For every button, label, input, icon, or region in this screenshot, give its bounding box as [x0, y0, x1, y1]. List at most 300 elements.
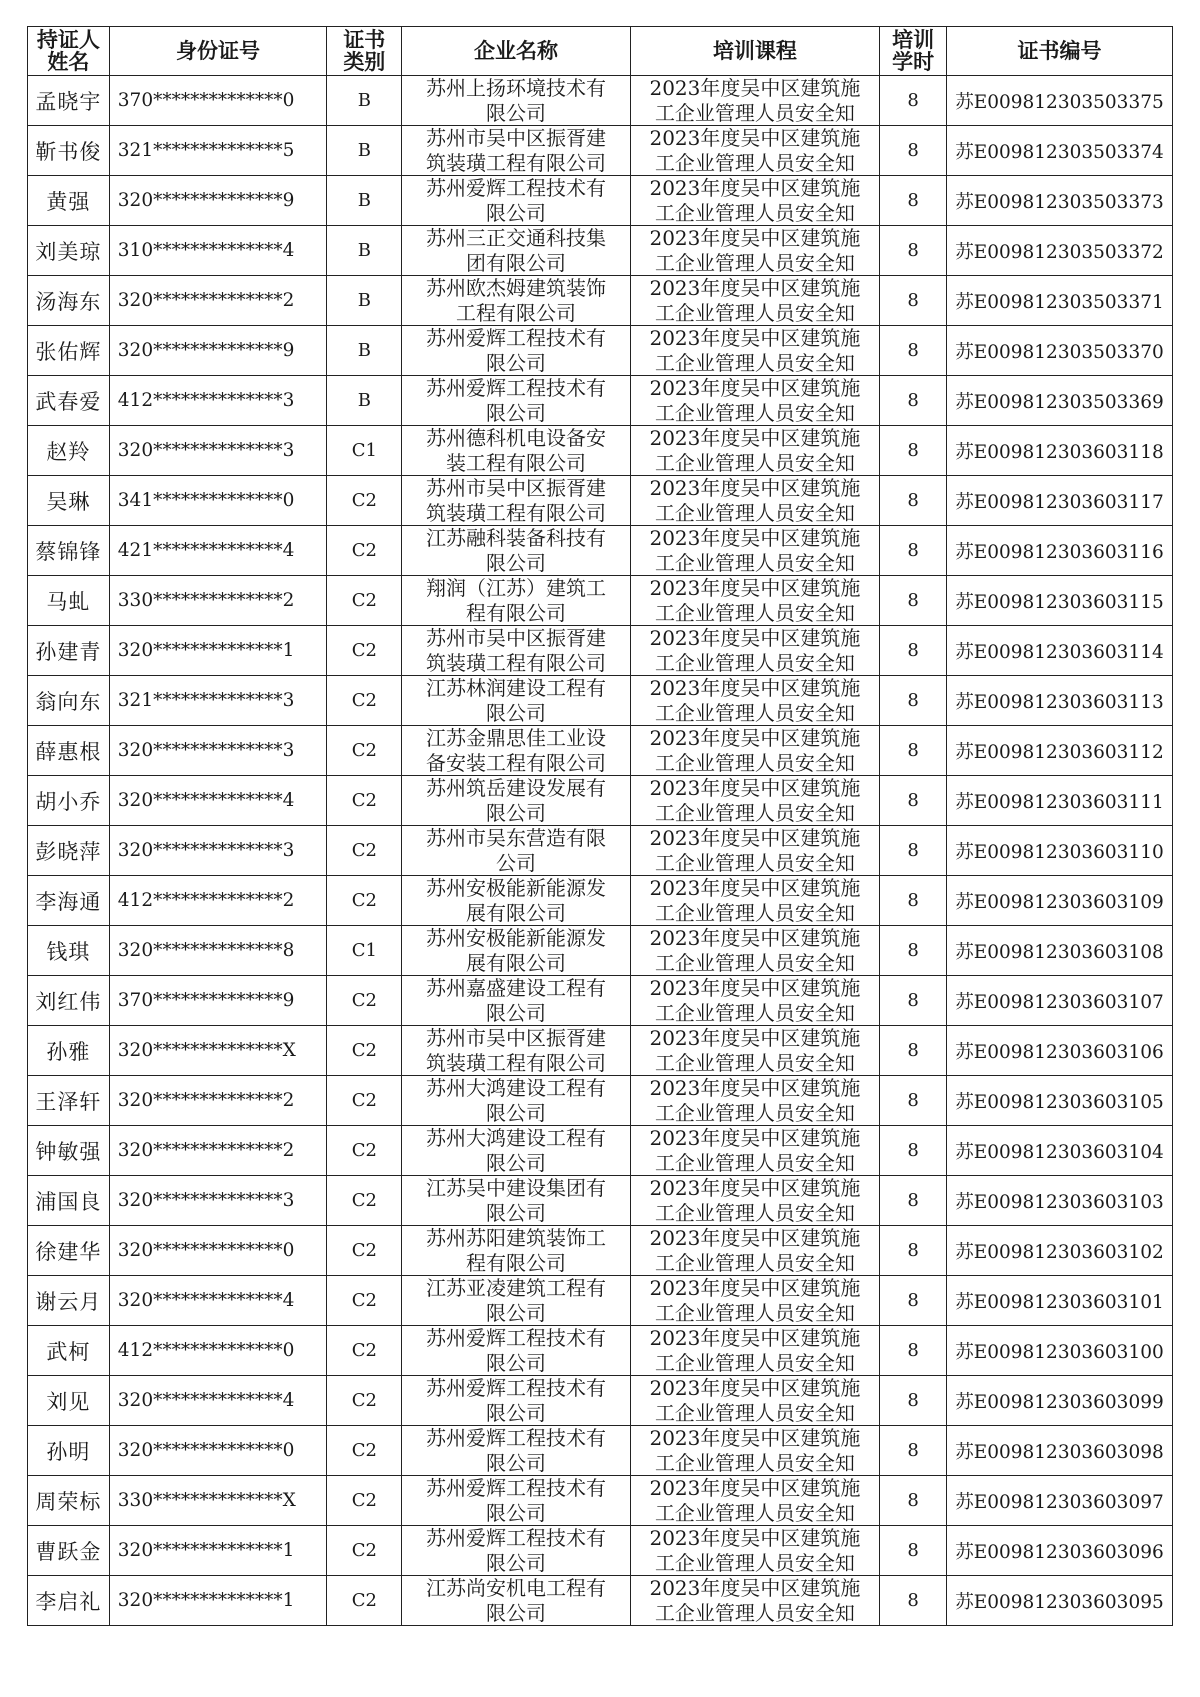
cert-category-cell: C2 [327, 1476, 402, 1526]
id-number-cell: 320**************3 [109, 726, 326, 776]
cert-category-cell: C2 [327, 1176, 402, 1226]
cert-category-cell: C2 [327, 726, 402, 776]
id-number-cell: 412**************3 [109, 376, 326, 426]
course-cell-text: 2023年度吴中区建筑施工企业管理人员安全知 [649, 76, 861, 125]
company-cell [402, 376, 630, 426]
company-cell-text: 苏州爱辉工程技术有限公司 [426, 1376, 607, 1425]
course-cell-text: 2023年度吴中区建筑施工企业管理人员安全知 [649, 726, 861, 775]
course-cell [630, 476, 880, 526]
cert-number-cell: 苏E009812303603098 [946, 1426, 1172, 1476]
cert-category-cell: C2 [327, 1126, 402, 1176]
company-cell-text: 江苏林润建设工程有限公司 [426, 676, 607, 725]
table-row [28, 726, 1173, 776]
hours-cell: 8 [880, 1476, 947, 1526]
cert-number-cell: 苏E009812303503374 [946, 126, 1172, 176]
course-cell [630, 1526, 880, 1576]
company-cell [402, 326, 630, 376]
cert-number-cell: 苏E009812303603095 [946, 1576, 1172, 1626]
company-cell [402, 526, 630, 576]
company-cell-text: 苏州爱辉工程技术有限公司 [426, 326, 607, 375]
cert-number-cell: 苏E009812303603115 [946, 576, 1172, 626]
course-cell [630, 926, 880, 976]
company-cell-text: 苏州市吴中区振胥建筑装璜工程有限公司 [426, 626, 607, 675]
table-row [28, 126, 1173, 176]
hours-cell: 8 [880, 1376, 947, 1426]
company-cell-text: 苏州爱辉工程技术有限公司 [426, 1326, 607, 1375]
company-cell-text: 苏州爱辉工程技术有限公司 [426, 1526, 607, 1575]
cert-category-cell: C2 [327, 1226, 402, 1276]
hours-cell: 8 [880, 1576, 947, 1626]
holder-name-cell: 武春爱 [28, 376, 110, 426]
company-cell-text: 苏州市吴中区振胥建筑装璜工程有限公司 [426, 126, 607, 175]
id-number-cell: 330**************2 [109, 576, 326, 626]
company-cell-text: 江苏吴中建设集团有限公司 [426, 1176, 607, 1225]
course-cell-text: 2023年度吴中区建筑施工企业管理人员安全知 [649, 826, 861, 875]
company-cell-text: 苏州爱辉工程技术有限公司 [426, 176, 607, 225]
hours-cell: 8 [880, 776, 947, 826]
holder-name-cell: 马虬 [28, 576, 110, 626]
header-company: 企业名称 [402, 27, 630, 76]
id-number-cell: 421**************4 [109, 526, 326, 576]
course-cell [630, 876, 880, 926]
table-row [28, 1226, 1173, 1276]
hours-cell: 8 [880, 1276, 947, 1326]
hours-cell: 8 [880, 1076, 947, 1126]
header-cert-category-line1: 证书 [343, 28, 386, 52]
course-cell [630, 1226, 880, 1276]
table-row [28, 426, 1173, 476]
cert-number-cell: 苏E009812303603096 [946, 1526, 1172, 1576]
hours-cell: 8 [880, 726, 947, 776]
holder-name-cell: 靳书俊 [28, 126, 110, 176]
id-number-cell: 320**************8 [109, 926, 326, 976]
id-number-cell: 320**************3 [109, 1176, 326, 1226]
cert-number-cell: 苏E009812303603107 [946, 976, 1172, 1026]
company-cell-text: 苏州市吴中区振胥建筑装璜工程有限公司 [426, 1026, 607, 1075]
course-cell-text: 2023年度吴中区建筑施工企业管理人员安全知 [649, 626, 861, 675]
holder-name-cell: 孙明 [28, 1426, 110, 1476]
holder-name-cell: 曹跃金 [28, 1526, 110, 1576]
cert-category-cell: B [327, 276, 402, 326]
cert-category-cell: C2 [327, 1526, 402, 1576]
course-cell-text: 2023年度吴中区建筑施工企业管理人员安全知 [649, 526, 861, 575]
course-cell-text: 2023年度吴中区建筑施工企业管理人员安全知 [649, 1576, 861, 1625]
id-number-cell: 320**************9 [109, 326, 326, 376]
cert-category-cell: C2 [327, 876, 402, 926]
holder-name-cell: 李海通 [28, 876, 110, 926]
company-cell-text: 苏州爱辉工程技术有限公司 [426, 1476, 607, 1525]
course-cell-text: 2023年度吴中区建筑施工企业管理人员安全知 [649, 376, 861, 425]
cert-number-cell: 苏E009812303603099 [946, 1376, 1172, 1426]
cert-category-cell: C1 [327, 426, 402, 476]
header-holder-name-line1: 持证人 [36, 28, 100, 52]
course-cell [630, 676, 880, 726]
cert-category-cell: C2 [327, 1576, 402, 1626]
company-cell [402, 176, 630, 226]
holder-name-cell: 孙建青 [28, 626, 110, 676]
course-cell [630, 1026, 880, 1076]
course-cell [630, 1326, 880, 1376]
company-cell-text: 苏州嘉盛建设工程有限公司 [426, 976, 607, 1025]
holder-name-cell: 孙雅 [28, 1026, 110, 1076]
holder-name-cell: 周荣标 [28, 1476, 110, 1526]
cert-number-cell: 苏E009812303603114 [946, 626, 1172, 676]
course-cell-text: 2023年度吴中区建筑施工企业管理人员安全知 [649, 1176, 861, 1225]
company-cell [402, 1526, 630, 1576]
company-cell [402, 1176, 630, 1226]
company-cell-text: 苏州安极能新能源发展有限公司 [426, 876, 607, 925]
course-cell [630, 626, 880, 676]
id-number-cell: 341**************0 [109, 476, 326, 526]
course-cell [630, 1126, 880, 1176]
course-cell-text: 2023年度吴中区建筑施工企业管理人员安全知 [649, 1026, 861, 1075]
course-cell-text: 2023年度吴中区建筑施工企业管理人员安全知 [649, 876, 861, 925]
course-cell-text: 2023年度吴中区建筑施工企业管理人员安全知 [649, 476, 861, 525]
cert-category-cell: C2 [327, 976, 402, 1026]
cert-category-cell: C2 [327, 826, 402, 876]
company-cell [402, 776, 630, 826]
company-cell-text: 江苏亚凌建筑工程有限公司 [426, 1276, 607, 1325]
course-cell [630, 526, 880, 576]
table-row [28, 1276, 1173, 1326]
table-row [28, 176, 1173, 226]
course-cell-text: 2023年度吴中区建筑施工企业管理人员安全知 [649, 326, 861, 375]
company-cell [402, 1426, 630, 1476]
id-number-cell: 320**************X [109, 1026, 326, 1076]
table-row [28, 1076, 1173, 1126]
course-cell [630, 126, 880, 176]
table-row [28, 676, 1173, 726]
company-cell-text: 苏州三正交通科技集团有限公司 [426, 226, 607, 275]
table-row [28, 1526, 1173, 1576]
holder-name-cell: 彭晓萍 [28, 826, 110, 876]
holder-name-cell: 刘美琼 [28, 226, 110, 276]
id-number-cell: 320**************2 [109, 1076, 326, 1126]
hours-cell: 8 [880, 626, 947, 676]
cert-number-cell: 苏E009812303603097 [946, 1476, 1172, 1526]
holder-name-cell: 刘红伟 [28, 976, 110, 1026]
id-number-cell: 370**************0 [109, 76, 326, 126]
company-cell [402, 1276, 630, 1326]
company-cell [402, 126, 630, 176]
holder-name-cell: 翁向东 [28, 676, 110, 726]
holder-name-cell: 钱琪 [28, 926, 110, 976]
hours-cell: 8 [880, 1326, 947, 1376]
company-cell [402, 926, 630, 976]
company-cell-text: 苏州市吴东营造有限公司 [426, 826, 607, 875]
id-number-cell: 320**************0 [109, 1226, 326, 1276]
company-cell-text: 苏州德科机电设备安装工程有限公司 [426, 426, 607, 475]
cert-category-cell: C2 [327, 1026, 402, 1076]
company-cell-text: 江苏尚安机电工程有限公司 [426, 1576, 607, 1625]
hours-cell: 8 [880, 376, 947, 426]
hours-cell: 8 [880, 1426, 947, 1476]
id-number-cell: 320**************3 [109, 826, 326, 876]
header-cert-category [327, 27, 402, 76]
course-cell [630, 1176, 880, 1226]
hours-cell: 8 [880, 876, 947, 926]
cert-category-cell: B [327, 76, 402, 126]
holder-name-cell: 汤海东 [28, 276, 110, 326]
company-cell-text: 苏州市吴中区振胥建筑装璜工程有限公司 [426, 476, 607, 525]
id-number-cell: 320**************4 [109, 776, 326, 826]
company-cell-text: 江苏融科装备科技有限公司 [426, 526, 607, 575]
course-cell [630, 76, 880, 126]
hours-cell: 8 [880, 426, 947, 476]
company-cell-text: 苏州欧杰姆建筑装饰工程有限公司 [426, 276, 607, 325]
course-cell [630, 726, 880, 776]
cert-number-cell: 苏E009812303603110 [946, 826, 1172, 876]
table-row [28, 76, 1173, 126]
header-row [28, 27, 1173, 76]
course-cell-text: 2023年度吴中区建筑施工企业管理人员安全知 [649, 126, 861, 175]
company-cell-text: 翔润（江苏）建筑工程有限公司 [426, 576, 607, 625]
company-cell [402, 726, 630, 776]
table-row [28, 376, 1173, 426]
course-cell-text: 2023年度吴中区建筑施工企业管理人员安全知 [649, 1476, 861, 1525]
company-cell-text: 苏州大鸿建设工程有限公司 [426, 1126, 607, 1175]
cert-category-cell: C2 [327, 576, 402, 626]
cert-category-cell: C2 [327, 476, 402, 526]
hours-cell: 8 [880, 176, 947, 226]
header-cert-number: 证书编号 [946, 27, 1172, 76]
course-cell-text: 2023年度吴中区建筑施工企业管理人员安全知 [649, 1126, 861, 1175]
company-cell-text: 苏州上扬环境技术有限公司 [426, 76, 607, 125]
cert-number-cell: 苏E009812303603117 [946, 476, 1172, 526]
course-cell-text: 2023年度吴中区建筑施工企业管理人员安全知 [649, 1076, 861, 1125]
header-holder-name-line2: 姓名 [47, 50, 90, 74]
course-cell [630, 576, 880, 626]
table-row [28, 1476, 1173, 1526]
course-cell [630, 826, 880, 876]
course-cell [630, 226, 880, 276]
course-cell [630, 376, 880, 426]
cert-category-cell: B [327, 226, 402, 276]
id-number-cell: 321**************3 [109, 676, 326, 726]
id-number-cell: 320**************1 [109, 626, 326, 676]
table-header [28, 27, 1173, 76]
hours-cell: 8 [880, 1176, 947, 1226]
course-cell [630, 1426, 880, 1476]
table-row [28, 1326, 1173, 1376]
table-row [28, 1176, 1173, 1226]
holder-name-cell: 武柯 [28, 1326, 110, 1376]
course-cell-text: 2023年度吴中区建筑施工企业管理人员安全知 [649, 776, 861, 825]
id-number-cell: 320**************2 [109, 276, 326, 326]
company-cell-text: 苏州苏阳建筑装饰工程有限公司 [426, 1226, 607, 1275]
company-cell [402, 576, 630, 626]
cert-number-cell: 苏E009812303603116 [946, 526, 1172, 576]
table-body [28, 76, 1173, 1626]
table-row [28, 1426, 1173, 1476]
hours-cell: 8 [880, 1026, 947, 1076]
cert-category-cell: B [327, 376, 402, 426]
id-number-cell: 412**************0 [109, 1326, 326, 1376]
cert-number-cell: 苏E009812303503373 [946, 176, 1172, 226]
id-number-cell: 320**************1 [109, 1576, 326, 1626]
holder-name-cell: 王泽轩 [28, 1076, 110, 1126]
id-number-cell: 320**************4 [109, 1376, 326, 1426]
cert-number-cell: 苏E009812303503375 [946, 76, 1172, 126]
id-number-cell: 320**************3 [109, 426, 326, 476]
holder-name-cell: 蔡锦锋 [28, 526, 110, 576]
cert-number-cell: 苏E009812303603102 [946, 1226, 1172, 1276]
course-cell [630, 426, 880, 476]
course-cell-text: 2023年度吴中区建筑施工企业管理人员安全知 [649, 976, 861, 1025]
course-cell [630, 776, 880, 826]
company-cell [402, 1076, 630, 1126]
course-cell [630, 326, 880, 376]
company-cell [402, 676, 630, 726]
header-id-number: 身份证号 [109, 27, 326, 76]
course-cell-text: 2023年度吴中区建筑施工企业管理人员安全知 [649, 426, 861, 475]
cert-number-cell: 苏E009812303503369 [946, 376, 1172, 426]
cert-category-cell: B [327, 326, 402, 376]
company-cell-text: 苏州大鸿建设工程有限公司 [426, 1076, 607, 1125]
table-row [28, 926, 1173, 976]
id-number-cell: 321**************5 [109, 126, 326, 176]
course-cell [630, 276, 880, 326]
holder-name-cell: 黄强 [28, 176, 110, 226]
company-cell-text: 苏州爱辉工程技术有限公司 [426, 376, 607, 425]
cert-category-cell: C2 [327, 1076, 402, 1126]
company-cell-text: 苏州筑岳建设发展有限公司 [426, 776, 607, 825]
company-cell [402, 1026, 630, 1076]
cert-category-cell: C1 [327, 926, 402, 976]
id-number-cell: 320**************4 [109, 1276, 326, 1326]
table-row [28, 826, 1173, 876]
company-cell [402, 1226, 630, 1276]
header-holder-name [28, 27, 110, 76]
course-cell [630, 1576, 880, 1626]
table-row [28, 876, 1173, 926]
hours-cell: 8 [880, 126, 947, 176]
hours-cell: 8 [880, 1126, 947, 1176]
course-cell [630, 176, 880, 226]
hours-cell: 8 [880, 226, 947, 276]
holder-name-cell: 刘见 [28, 1376, 110, 1426]
holder-name-cell: 胡小乔 [28, 776, 110, 826]
hours-cell: 8 [880, 276, 947, 326]
course-cell [630, 1076, 880, 1126]
holder-name-cell: 薛惠根 [28, 726, 110, 776]
company-cell [402, 626, 630, 676]
cert-number-cell: 苏E009812303603111 [946, 776, 1172, 826]
table-row [28, 1026, 1173, 1076]
company-cell [402, 226, 630, 276]
table-row [28, 1376, 1173, 1426]
table-row [28, 476, 1173, 526]
table-row [28, 976, 1173, 1026]
cert-category-cell: C2 [327, 526, 402, 576]
course-cell-text: 2023年度吴中区建筑施工企业管理人员安全知 [649, 576, 861, 625]
hours-cell: 8 [880, 676, 947, 726]
cert-category-cell: B [327, 176, 402, 226]
company-cell [402, 1476, 630, 1526]
id-number-cell: 320**************1 [109, 1526, 326, 1576]
header-course: 培训课程 [630, 27, 880, 76]
id-number-cell: 310**************4 [109, 226, 326, 276]
id-number-cell: 412**************2 [109, 876, 326, 926]
table-row [28, 776, 1173, 826]
holder-name-cell: 徐建华 [28, 1226, 110, 1276]
cert-number-cell: 苏E009812303603101 [946, 1276, 1172, 1326]
cert-number-cell: 苏E009812303603100 [946, 1326, 1172, 1376]
cert-number-cell: 苏E009812303603105 [946, 1076, 1172, 1126]
hours-cell: 8 [880, 976, 947, 1026]
cert-number-cell: 苏E009812303503371 [946, 276, 1172, 326]
cert-number-cell: 苏E009812303603113 [946, 676, 1172, 726]
hours-cell: 8 [880, 1526, 947, 1576]
course-cell-text: 2023年度吴中区建筑施工企业管理人员安全知 [649, 226, 861, 275]
holder-name-cell: 张佑辉 [28, 326, 110, 376]
course-cell-text: 2023年度吴中区建筑施工企业管理人员安全知 [649, 176, 861, 225]
company-cell [402, 1376, 630, 1426]
table-row [28, 276, 1173, 326]
cert-category-cell: C2 [327, 676, 402, 726]
cert-number-cell: 苏E009812303503372 [946, 226, 1172, 276]
course-cell-text: 2023年度吴中区建筑施工企业管理人员安全知 [649, 926, 861, 975]
hours-cell: 8 [880, 326, 947, 376]
course-cell [630, 1276, 880, 1326]
cert-number-cell: 苏E009812303603103 [946, 1176, 1172, 1226]
id-number-cell: 330**************X [109, 1476, 326, 1526]
holder-name-cell: 赵羚 [28, 426, 110, 476]
company-cell [402, 276, 630, 326]
course-cell [630, 976, 880, 1026]
company-cell [402, 76, 630, 126]
table-row [28, 1126, 1173, 1176]
cert-number-cell: 苏E009812303603108 [946, 926, 1172, 976]
holder-name-cell: 谢云月 [28, 1276, 110, 1326]
company-cell [402, 976, 630, 1026]
company-cell-text: 苏州安极能新能源发展有限公司 [426, 926, 607, 975]
holder-name-cell: 李启礼 [28, 1576, 110, 1626]
hours-cell: 8 [880, 76, 947, 126]
cert-category-cell: C2 [327, 1276, 402, 1326]
cert-category-cell: B [327, 126, 402, 176]
company-cell-text: 苏州爱辉工程技术有限公司 [426, 1426, 607, 1475]
company-cell [402, 1576, 630, 1626]
course-cell [630, 1476, 880, 1526]
hours-cell: 8 [880, 826, 947, 876]
holder-name-cell: 孟晓宇 [28, 76, 110, 126]
header-hours-line1: 培训 [892, 28, 935, 52]
cert-number-cell: 苏E009812303603118 [946, 426, 1172, 476]
course-cell-text: 2023年度吴中区建筑施工企业管理人员安全知 [649, 276, 861, 325]
header-hours [880, 27, 947, 76]
table-row [28, 626, 1173, 676]
table-row [28, 326, 1173, 376]
course-cell-text: 2023年度吴中区建筑施工企业管理人员安全知 [649, 1226, 861, 1275]
cert-number-cell: 苏E009812303603112 [946, 726, 1172, 776]
table-row [28, 226, 1173, 276]
course-cell-text: 2023年度吴中区建筑施工企业管理人员安全知 [649, 1326, 861, 1375]
table-row [28, 1576, 1173, 1626]
header-hours-line2: 学时 [892, 50, 935, 74]
course-cell-text: 2023年度吴中区建筑施工企业管理人员安全知 [649, 1426, 861, 1475]
company-cell [402, 476, 630, 526]
hours-cell: 8 [880, 576, 947, 626]
holder-name-cell: 吴琳 [28, 476, 110, 526]
table-row [28, 576, 1173, 626]
cert-category-cell: C2 [327, 1326, 402, 1376]
id-number-cell: 370**************9 [109, 976, 326, 1026]
company-cell-text: 江苏金鼎思佳工业设备安装工程有限公司 [426, 726, 607, 775]
cert-category-cell: C2 [327, 1426, 402, 1476]
course-cell [630, 1376, 880, 1426]
cert-number-cell: 苏E009812303603109 [946, 876, 1172, 926]
